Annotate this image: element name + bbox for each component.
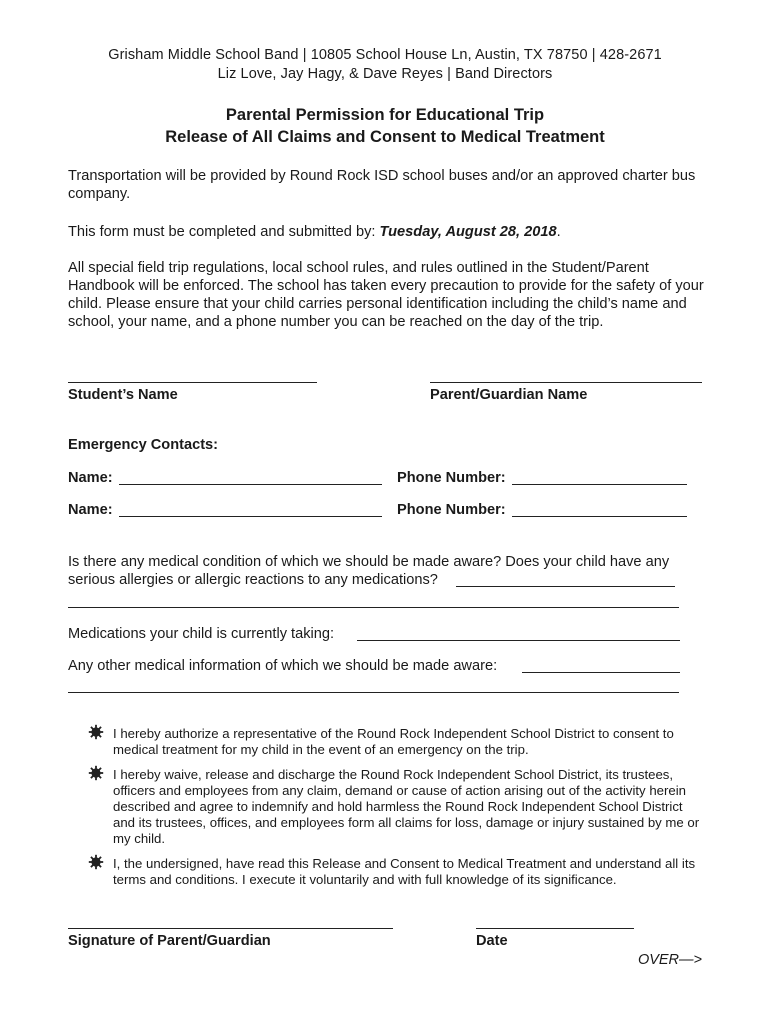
deadline-prefix: This form must be completed and submitted by: bbox=[68, 224, 380, 240]
emergency-phone-label-2: Phone Number: bbox=[397, 502, 506, 518]
form-subtitle: Release of All Claims and Consent to Medical Treatment bbox=[165, 128, 605, 146]
starburst-bullet-icon bbox=[88, 854, 104, 870]
emergency-name-label-1: Name: bbox=[68, 470, 113, 486]
emergency-name-label-2: Name: bbox=[68, 502, 113, 518]
emergency-name-line-2[interactable] bbox=[119, 516, 382, 517]
medical-condition-line-2[interactable] bbox=[68, 607, 679, 608]
clause-text: I hereby waive, release and discharge the Round Rock Independent School District, its trustees, officers and employees from any claim, demand or cause of action arising out of the activity herein described and agree to indemnify and hold harmless the Round Rock Independent School District and its trustees, offices, and employees form all claims for loss, damage or injury sustained by me or my child. bbox=[113, 767, 700, 846]
medications-line[interactable] bbox=[357, 640, 680, 641]
emergency-phone-line-2[interactable] bbox=[512, 516, 687, 517]
date-label: Date bbox=[476, 933, 508, 949]
starburst-bullet-icon bbox=[88, 724, 104, 740]
starburst-bullet-icon bbox=[88, 765, 104, 781]
directors-line: Liz Love, Jay Hagy, & Dave Reyes | Band Directors bbox=[217, 66, 553, 82]
transportation-paragraph: Transportation will be provided by Round Rock ISD school buses and/or an approved charter bus company. bbox=[68, 168, 696, 202]
medications-label: Medications your child is currently taking: bbox=[68, 626, 335, 642]
signature-line[interactable] bbox=[68, 928, 393, 929]
student-name-line[interactable] bbox=[68, 382, 317, 383]
emergency-contacts-heading: Emergency Contacts: bbox=[68, 437, 219, 453]
over-indicator: OVER—> bbox=[637, 952, 702, 968]
date-line[interactable] bbox=[476, 928, 634, 929]
parent-name-label: Parent/Guardian Name bbox=[430, 387, 588, 403]
clause-text: I, the undersigned, have read this Release and Consent to Medical Treatment and understand all its terms and conditions. I execute it voluntarily and with full knowledge of its significance. bbox=[113, 856, 696, 887]
deadline-suffix: . bbox=[556, 224, 561, 240]
other-medical-line-2[interactable] bbox=[68, 692, 679, 693]
clause-text: I hereby authorize a representative of the Round Rock Independent School District to consent to medical treatment for my child in the event of an emergency on the trip. bbox=[113, 726, 674, 757]
medical-condition-question: Is there any medical condition of which we should be made aware? Does your child have any serious allergies or allergic reactions to any medications? bbox=[68, 554, 670, 588]
other-medical-label: Any other medical information of which we should be made aware: bbox=[68, 658, 498, 674]
deadline-paragraph bbox=[68, 223, 708, 241]
student-name-label: Student’s Name bbox=[68, 387, 178, 403]
form-title: Parental Permission for Educational Trip bbox=[225, 106, 545, 124]
emergency-phone-line-1[interactable] bbox=[512, 484, 687, 485]
signature-label: Signature of Parent/Guardian bbox=[68, 933, 271, 949]
other-medical-line-1[interactable] bbox=[522, 672, 680, 673]
deadline-date: Tuesday, August 28, 2018 bbox=[379, 224, 557, 240]
regulations-paragraph: All special field trip regulations, local school rules, and rules outlined in the Student/Parent Handbook will be enforced. The school has taken every precaution to provide for the safety of your child. Please ensure that your child carries personal identification including the child’s name and school, your name, and a phone number you can be reached on the day of the trip. bbox=[68, 260, 704, 330]
school-info-line: Grisham Middle School Band | 10805 School House Ln, Austin, TX 78750 | 428-2671 bbox=[108, 47, 662, 63]
parent-name-line[interactable] bbox=[430, 382, 702, 383]
emergency-phone-label-1: Phone Number: bbox=[397, 470, 506, 486]
medical-condition-line-1[interactable] bbox=[456, 586, 675, 587]
emergency-name-line-1[interactable] bbox=[119, 484, 382, 485]
